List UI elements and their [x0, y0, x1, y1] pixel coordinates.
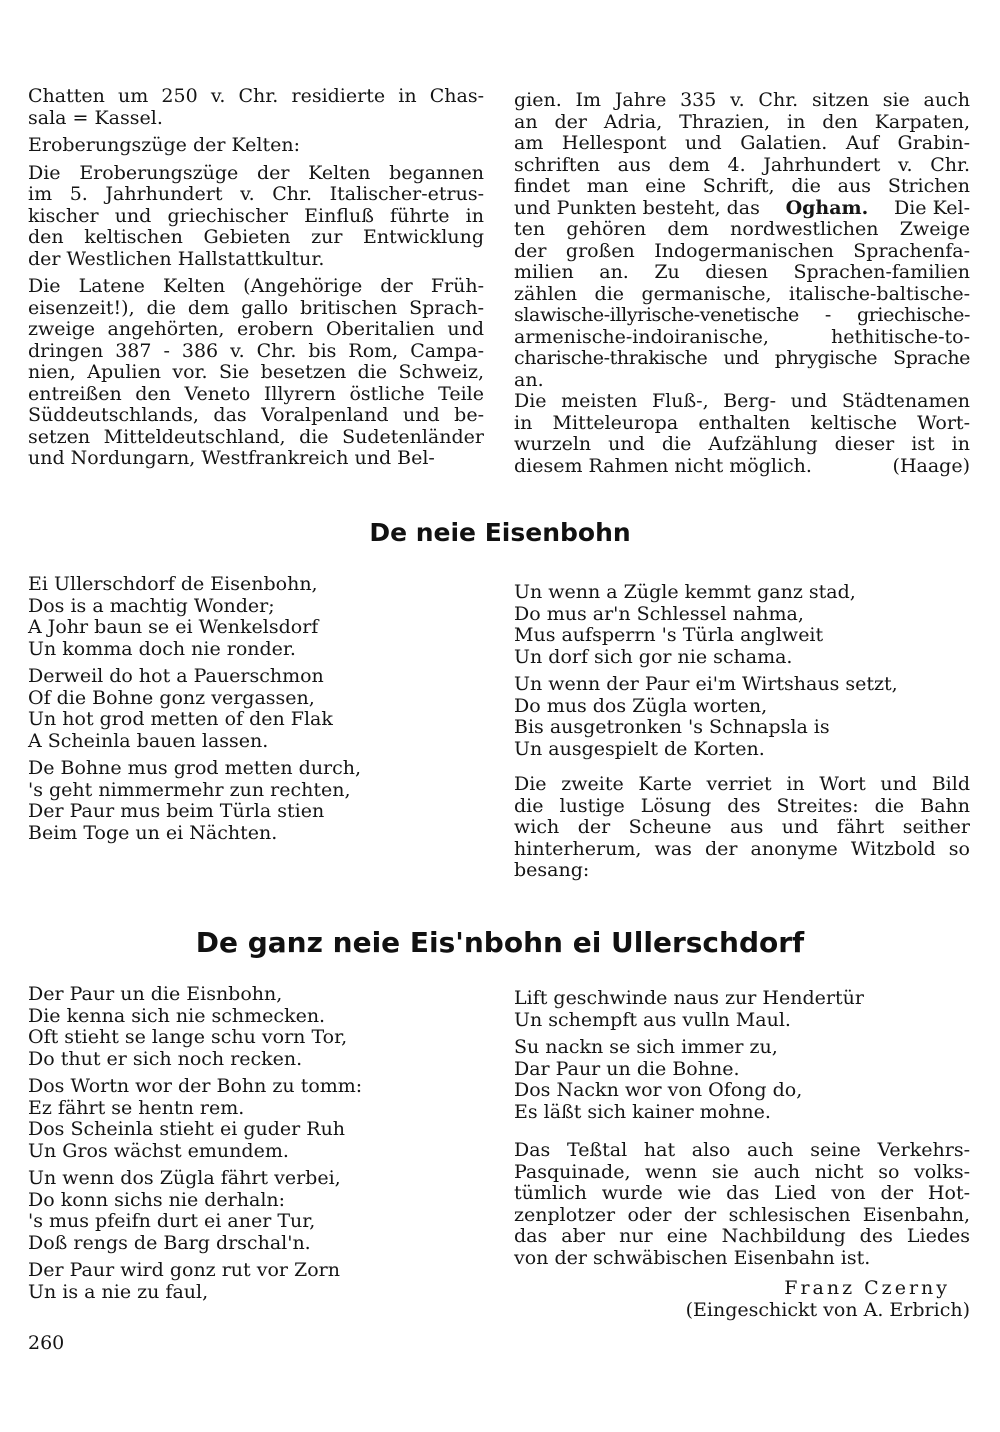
text-line: zweige angehörten, erobern Oberitalien und: [28, 318, 484, 340]
page-number: 260: [28, 1332, 65, 1354]
sender-credit: [514, 1300, 970, 1322]
article-column-left: [28, 86, 484, 470]
text-line: Mus aufsperrn 's Türla anglweit: [514, 624, 824, 646]
ogham-term: Ogham.: [785, 196, 869, 219]
text-line: Do konn sichs nie derhaln:: [28, 1188, 286, 1211]
text-line: slawische-illyrische-venetische - griechische-: [514, 304, 970, 326]
text-line: besang:: [514, 859, 590, 881]
text-line: Of die Bohne gonz vergassen,: [28, 686, 315, 709]
text-line: Un wenn a Zügle kemmt ganz stad,: [514, 581, 856, 603]
text-line: Un ausgespielt de Korten.: [514, 737, 765, 760]
text-line: Un Gros wächst emundem.: [28, 1139, 289, 1162]
text-line: von der schwäbischen Eisenbahn ist.: [514, 1246, 871, 1269]
text-line: Do thut er sich noch recken.: [28, 1047, 303, 1070]
text-line: De Bohne mus grod metten durch,: [28, 757, 362, 779]
text-line: der großen Indogermanischen Sprachenfa-: [514, 239, 970, 262]
text-line: findet man eine Schrift, die aus Strichen: [514, 175, 970, 197]
text-line: eisenzeit!), die dem gallo britischen Sprach-: [28, 296, 484, 319]
text-line: Chatten um 250 v. Chr. residierte in Chas-: [28, 85, 484, 107]
poem2-commentary: [514, 1140, 970, 1269]
text-line-with-source: [514, 456, 970, 478]
text-line: A Scheinla bauen lassen.: [28, 729, 269, 752]
sender-line: (Eingeschickt von A. Erbrich): [685, 1299, 970, 1321]
text-line: entreißen den Veneto Illyrern östliche Teile: [28, 382, 484, 405]
text-line: A Johr baun se ei Wenkelsdorf: [28, 616, 319, 638]
text-line: an der Adria, Thrazien, in den Karpaten,: [514, 110, 970, 133]
article-column-right: [514, 90, 970, 477]
text-line: Die Latene Kelten (Angehörige der Früh-: [28, 275, 484, 297]
text-line: Eroberungszüge der Kelten:: [28, 134, 301, 156]
poem2-verses-right: [514, 988, 970, 1123]
text-line: Die Eroberungszüge der Kelten begannen: [28, 161, 484, 184]
text-line: in Mitteleuropa enthalten keltische Wort-: [514, 411, 970, 434]
text-line: Un wenn dos Zügla fährt verbei,: [28, 1167, 341, 1189]
poem2-verses-left: [28, 984, 488, 1303]
poem1-commentary: [514, 774, 970, 882]
text-line: Un schempft aus vulln Maul.: [514, 1008, 791, 1031]
text-line: Süddeutschlands, das Voralpenland und be-: [28, 404, 484, 426]
text-line: hinterherum, was der anonyme Witzbold so: [514, 837, 970, 860]
text-line: Dar Paur un die Bohne.: [514, 1057, 740, 1080]
text-line: Der Paur wird gonz rut vor Zorn: [28, 1259, 340, 1281]
poem1-verses-left: [28, 574, 488, 844]
text-line: Der Paur un die Eisnbohn,: [28, 983, 283, 1005]
text-line: Un hot grod metten of den Flak: [28, 708, 333, 730]
text-line: Un is a nie zu faul,: [28, 1280, 209, 1303]
text-line: der Westlichen Hallstattkultur.: [28, 247, 325, 270]
text-line: Un dorf sich gor nie schama.: [514, 645, 793, 668]
text-line: Pasquinade, wenn sie auch nicht so volks-: [514, 1160, 970, 1183]
poem1-verses-right: [514, 582, 970, 760]
text-line: Un wenn der Paur ei'm Wirtshaus setzt,: [514, 673, 898, 695]
text-line: den keltischen Gebieten zur Entwicklung: [28, 226, 484, 248]
text-line: zählen die germanische, italische-baltische-: [514, 282, 970, 305]
text-line: Die meisten Fluß-, Berg- und Städtenamen: [514, 390, 970, 412]
text-line: milien an. Zu diesen Sprachen-familien: [514, 261, 970, 283]
text-line: Do mus dos Zügla worten,: [514, 694, 768, 717]
poem-title-2: De ganz neie Eis'nbohn ei Ullerschdorf: [195, 926, 805, 959]
text-line: zenplotzer oder der schlesischen Eisenbahn,: [514, 1203, 970, 1226]
text-line: schriften aus dem 4. Jahrhundert v. Chr.: [514, 153, 970, 176]
text-line: sala = Kassel.: [28, 106, 163, 129]
text-line: Do mus ar'n Schlessel nahma,: [514, 602, 804, 625]
text-line: Ei Ullerschdorf de Eisenbohn,: [28, 573, 318, 595]
text-line: tümlich wurde wie das Lied von der Hot-: [514, 1182, 970, 1204]
text-line: Lift geschwinde naus zur Hendertür: [514, 987, 864, 1009]
author-name: Franz Czerny: [784, 1277, 950, 1299]
text-line: und Nordungarn, Westfrankreich und Bel-: [28, 447, 435, 469]
text-line: Bis ausgetronken 's Schnapsla is: [514, 716, 830, 738]
text-line: Oft stieht se lange schu vorn Tor,: [28, 1026, 348, 1048]
text-line: Doß rengs de Barg drschal'n.: [28, 1231, 311, 1254]
author-signature: [514, 1278, 950, 1300]
text-line: 's geht nimmermehr zun rechten,: [28, 778, 351, 801]
text-line: wich der Scheune aus und fährt seither: [514, 816, 970, 838]
text-fragment: Die Kel-: [893, 196, 970, 219]
text-line: die lustige Lösung des Streites: die Bahn: [514, 794, 970, 817]
text-line: Der Paur mus beim Türla stien: [28, 800, 325, 822]
text-line: charische-thrakische und phrygische Sprache: [514, 347, 970, 369]
text-line: Su nackn se sich immer zu,: [514, 1036, 778, 1058]
poem-title-1: De neie Eisenbohn: [369, 518, 631, 547]
text-line: Derweil do hot a Pauerschmon: [28, 665, 324, 687]
text-fragment: und Punkten besteht, das: [514, 196, 760, 219]
text-line: im 5. Jahrhundert v. Chr. Italischer-etrus-: [28, 183, 484, 205]
text-line: setzen Mitteldeutschland, die Sudetenländer: [28, 425, 484, 448]
text-line: kischer und griechischer Einfluß führte in: [28, 204, 484, 227]
text-line: ten gehören dem nordwestlichen Zweige: [514, 218, 970, 240]
text-line: am Hellespont und Galatien. Auf Grabin-: [514, 132, 970, 154]
text-line: gien. Im Jahre 335 v. Chr. sitzen sie auch: [514, 89, 970, 111]
text-line: Das Teßtal hat also auch seine Verkehrs-: [514, 1139, 970, 1161]
text-line: Dos Nackn wor von Ofong do,: [514, 1079, 803, 1101]
text-line: dringen 387 - 386 v. Chr. bis Rom, Campa-: [28, 339, 484, 362]
text-line: Un komma doch nie ronder.: [28, 637, 296, 660]
text-line: Dos Wortn wor der Bohn zu tomm:: [28, 1075, 363, 1097]
text-line: wurzeln und die Aufzählung dieser ist in: [514, 433, 970, 455]
text-line: Die zweite Karte verriet in Wort und Bild: [514, 773, 970, 795]
text-line: 's mus pfeifn durt ei aner Tur,: [28, 1210, 316, 1232]
text-line: armenische-indoiranische, hethitische-to-: [514, 325, 970, 348]
text-line: Die kenna sich nie schmecken.: [28, 1004, 326, 1027]
text-line-ogham: [514, 198, 970, 220]
text-line: Beim Toge un ei Nächten.: [28, 821, 278, 844]
text-line: Es läßt sich kainer mohne.: [514, 1100, 771, 1123]
text-line: Ez fährt se hentn rem.: [28, 1096, 245, 1119]
text-line: an.: [514, 368, 544, 391]
text-line: Dos is a machtig Wonder;: [28, 594, 275, 617]
text-line: nien, Apulien vor. Sie besetzen die Schweiz,: [28, 361, 484, 383]
text-fragment: diesem Rahmen nicht möglich.: [514, 454, 812, 477]
source-credit: (Haage): [892, 454, 970, 477]
text-line: Dos Scheinla stieht ei guder Ruh: [28, 1118, 346, 1140]
text-line: das aber nur eine Nachbildung des Liedes: [514, 1225, 970, 1247]
